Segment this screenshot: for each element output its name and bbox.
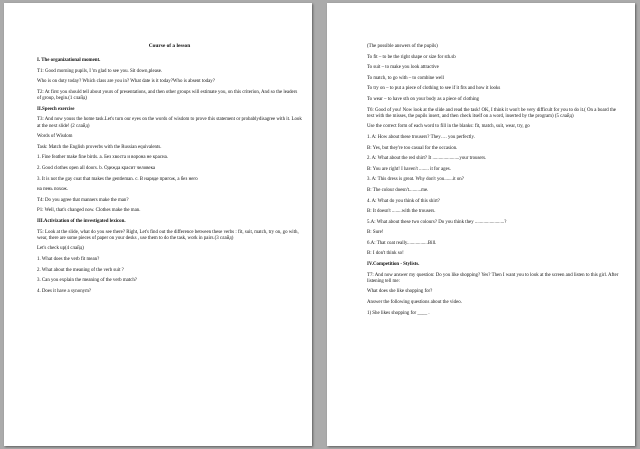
- paragraph: 2. What about the meaning of the verb suit ?: [37, 267, 124, 273]
- section-heading: III.Activization of the investigated lexicon.: [37, 218, 126, 224]
- paragraph: T4: Do you agree that manners make the man?: [37, 197, 129, 203]
- paragraph: Who is on duty today? Which class are you in? What date is it today?Who is absent today?: [37, 79, 215, 85]
- section-heading: IV.Competition - Stylists.: [367, 262, 420, 268]
- paragraph: 3. A: This dress is great. Why don't you.......it on?: [367, 177, 464, 183]
- paragraph: B: I don't think so!: [367, 251, 404, 257]
- paragraph: 1. What does the verb fit mean?: [37, 256, 100, 262]
- paragraph: на пень похож.: [37, 187, 68, 193]
- document-title: Course of a lesson: [148, 43, 191, 49]
- paragraph: T2: At first you should tell about yours of presentations, and then other groups will estimate you, on this criterion, And so the leaders of group, begin.(1 слайд): [37, 89, 298, 102]
- paragraph: 5.A: What about these two colours? Do you think they ........................?: [367, 219, 507, 225]
- paragraph: To wear – to have sth on your body as a piece of clothing: [367, 96, 479, 102]
- paragraph: To match, to go with – to combine well: [367, 75, 444, 81]
- paragraph: 1) She likes shopping for ____ .: [367, 310, 430, 316]
- paragraph: To fit – to be the right shape or size for sth.sb: [367, 54, 456, 60]
- section-heading: II.Speech exercise: [37, 106, 75, 112]
- paragraph: B: The colour doesn't..........me.: [367, 187, 429, 193]
- left-page: [4, 3, 312, 446]
- right-page: [327, 3, 635, 446]
- paragraph: 6.A: That coat really.................Bill.: [367, 240, 437, 246]
- paragraph: 4. Does it have a synonym?: [37, 288, 92, 294]
- paragraph: B: It doesn't ........with the trousers.: [367, 209, 436, 215]
- paragraph: 1. Fine feather make fine birds. a. Без хвоста и ворона не красна.: [37, 155, 168, 161]
- paragraph: Task: Match the English proverbs with the Russian equivalents.: [37, 144, 162, 150]
- paragraph: 2. A: What about the red shirt? It ......................your trousers.: [367, 156, 487, 162]
- left-page-body: [37, 58, 302, 295]
- paragraph: (The possible answers of the pupils): [367, 44, 438, 49]
- paragraph: Let's check up(4 слайд): [37, 246, 84, 252]
- paragraph: 2. Good clothes open all doors. b. Одежда красит человека: [37, 165, 156, 171]
- paragraph: T1: Good morning pupils, I 'm glad to see you. Sit down,please.: [37, 68, 163, 74]
- paragraph: 3. Can you explain the meaning of the verb match?: [37, 278, 137, 284]
- paragraph: To suit – to make you look attractive: [367, 65, 439, 71]
- paragraph: Answer the following questions about the video.: [367, 300, 462, 306]
- right-page-body: [367, 44, 623, 317]
- paragraph: What does she like shopping for?: [367, 289, 433, 295]
- paragraph: B: Sure!: [367, 230, 384, 236]
- paragraph: Use the correct form of each word to fill in the blanks: fit, match, suit, wear, try, go: [367, 124, 530, 130]
- paragraph: 3. It is not the gay coat that makes the gentleman. c. В наряде пригож, а без него: [37, 176, 198, 182]
- section-heading: I. The organizational moment.: [37, 58, 101, 64]
- paragraph: B: Yes, but they're too casual for the occasion.: [367, 145, 458, 151]
- paragraph: T7: And now answer my question: Do you like shopping? Yes? Then I want you to look at the screen and listen to this girl. After listening tell me:: [367, 272, 619, 284]
- paragraph: To try on – to put a piece of clothing to see if it fits and how it looks: [367, 86, 501, 92]
- paragraph: B: You are right! I haven't ........ it for ages.: [367, 166, 451, 172]
- paragraph: T6: Good of you! Now look at the slide and read the task! OK, I think it won't be very difficult for you to do it.( On a board the text with the misses, the pupils insert, and then check itself on a word, inserted by the program) (5 слайд): [367, 107, 616, 119]
- paragraph: Words of Wisdom: [37, 134, 73, 140]
- paragraph: 1. A: How about these trousers? They…. you perfectly.: [367, 134, 475, 140]
- paragraph: P1: Well, that's changed now. Clothes make the man.: [37, 208, 141, 214]
- paragraph: 4. A: What do you think of this shirt?: [367, 198, 440, 204]
- paragraph: T3: And now youss the home task.Let's turn our eyes on the words of wisdom to prove this statement or probablydisagree with it. Look at the next slide! (2 слайд): [37, 117, 302, 129]
- paragraph: T5: Look at the slide, what do you see there? Right, Let's find out the difference between these verbs : fit, suit, match, try on, go with, wear, there are some pieces of paper on your desks , use them to do the task, work in pairs.(3 слайд): [37, 229, 299, 241]
